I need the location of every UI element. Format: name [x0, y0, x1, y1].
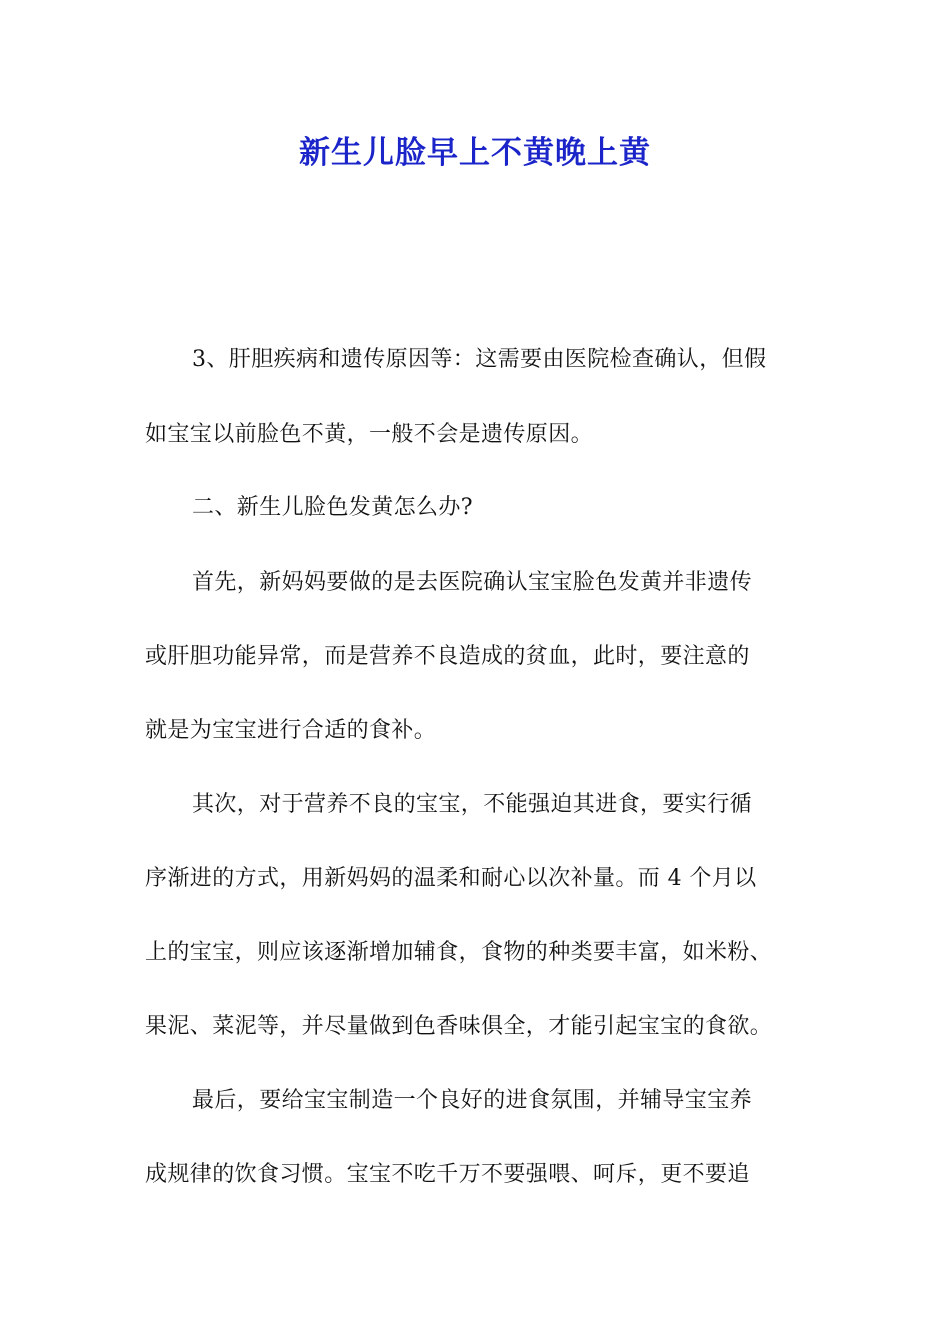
document-title: 新生儿脸早上不黄晚上黄	[299, 135, 651, 171]
paragraph-line: 或肝胆功能异常，而是营养不良造成的贫血，此时，要注意的	[145, 644, 750, 669]
paragraph-line: 上的宝宝，则应该逐渐增加辅食，食物的种类要丰富，如米粉、	[145, 940, 773, 965]
paragraph-line: 3、肝胆疾病和遗传原因等：这需要由医院检查确认，但假	[192, 347, 767, 372]
paragraph-line: 其次，对于营养不良的宝宝，不能强迫其进食，要实行循	[192, 792, 753, 817]
paragraph-line: 果泥、菜泥等，并尽量做到色香味俱全，才能引起宝宝的食欲。	[145, 1014, 773, 1039]
paragraph-line: 首先，新妈妈要做的是去医院确认宝宝脸色发黄并非遗传	[192, 570, 753, 595]
paragraph-line: 最后，要给宝宝制造一个良好的进食氛围，并辅导宝宝养	[192, 1088, 753, 1113]
paragraph-line: 序渐进的方式，用新妈妈的温柔和耐心以次补量。而 4 个月以	[145, 866, 757, 891]
paragraph-line: 就是为宝宝进行合适的食补。	[145, 718, 437, 743]
section-heading: 二、新生儿脸色发黄怎么办?	[192, 495, 473, 520]
paragraph-line: 如宝宝以前脸色不黄，一般不会是遗传原因。	[145, 422, 594, 447]
paragraph-line: 成规律的饮食习惯。宝宝不吃千万不要强喂、呵斥，更不要追	[145, 1162, 750, 1187]
